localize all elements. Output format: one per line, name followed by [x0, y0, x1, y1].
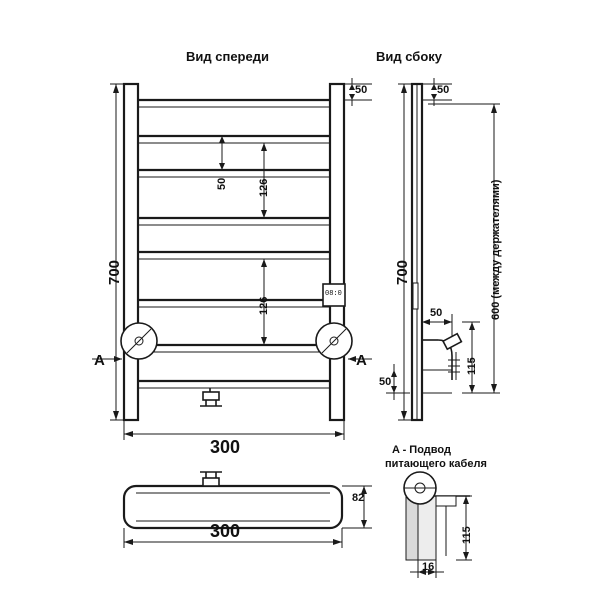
front-gap-126-upper-label: 126	[258, 178, 270, 197]
section-marker-left: A	[94, 352, 105, 369]
section-cable-label: 115	[461, 526, 473, 544]
front-gap-50-dimension	[219, 136, 225, 170]
side-top-offset-label: 50	[437, 84, 450, 96]
side-bottom-offset-label: 50	[379, 376, 392, 388]
side-cable-plug	[422, 334, 461, 380]
section-a-title-1: A - Подвод	[392, 444, 451, 456]
section-a-detail	[404, 472, 472, 578]
side-height-label: 700	[394, 259, 411, 285]
section-a-title-2: питающего кабеля	[385, 458, 487, 470]
side-holders-label: 600 (между держателями)	[490, 179, 502, 320]
top-view	[124, 472, 372, 548]
front-top-offset-label: 50	[355, 84, 368, 96]
control-display: 08:0	[325, 290, 342, 298]
side-cable-115-label: 115	[466, 357, 478, 375]
section-wall-label: 16	[422, 561, 435, 573]
front-height-label: 700	[106, 259, 123, 285]
front-left-post	[124, 84, 138, 420]
side-bracket-label: 50	[430, 307, 443, 319]
front-right-post	[330, 84, 344, 420]
top-width-label: 300	[210, 521, 241, 541]
front-width-label: 300	[210, 437, 241, 457]
front-power-plug	[200, 388, 222, 406]
top-depth-label: 82	[352, 492, 365, 504]
front-gap-50-label: 50	[216, 177, 228, 190]
front-gap-126-lower-label: 126	[258, 296, 270, 315]
front-view-title: Вид спереди	[186, 49, 269, 64]
side-control-box	[413, 283, 418, 309]
section-marker-right: A	[356, 352, 367, 369]
side-view-title: Вид сбоку	[376, 49, 443, 64]
front-rungs	[138, 100, 330, 388]
